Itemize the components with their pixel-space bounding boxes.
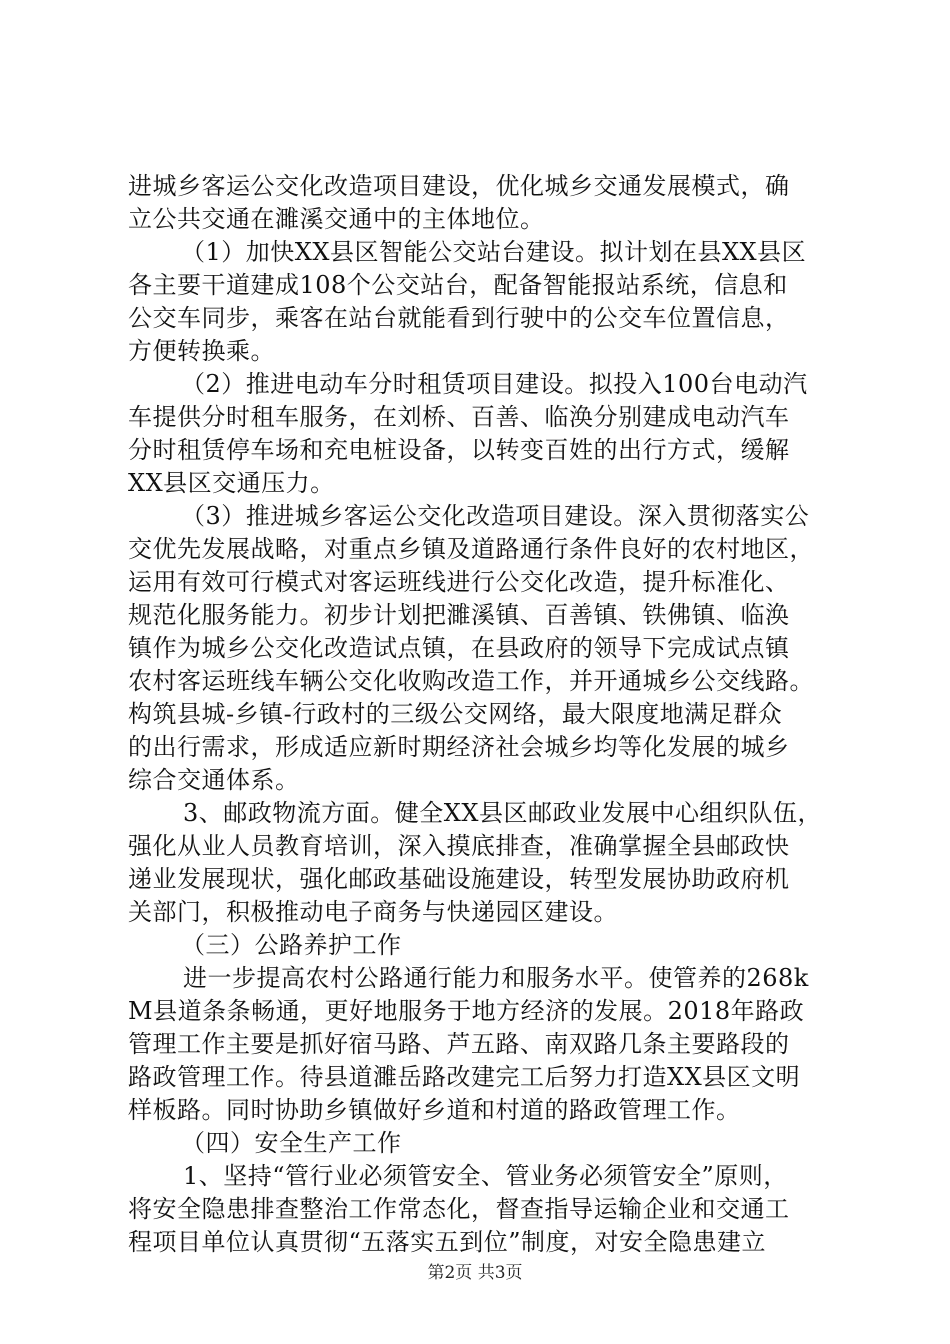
text-line: 农村客运班线车辆公交化收购改造工作，并开通城乡公交线路。 [128, 667, 814, 695]
page-footer: 第2页 共3页 [427, 1263, 523, 1283]
text-line: 进一步提高农村公路通行能力和服务水平。使管养的268k [183, 964, 809, 992]
text-line: 车提供分时租车服务，在刘桥、百善、临涣分别建成电动汽车 [128, 403, 790, 431]
text-line: 样板路。同时协助乡镇做好乡道和村道的路政管理工作。 [128, 1096, 741, 1124]
text-line: 分时租赁停车场和充电桩设备，以转变百姓的出行方式，缓解 [128, 436, 790, 464]
text-line: 1、坚持“管行业必须管安全、管业务必须管安全”原则， [183, 1162, 788, 1190]
text-line: 镇作为城乡公交化改造试点镇，在县政府的领导下完成试点镇 [128, 634, 790, 662]
text-line: 关部门，积极推动电子商务与快递园区建设。 [128, 898, 618, 926]
text-line: 方便转换乘。 [128, 337, 275, 365]
text-line: 构筑县城-乡镇-行政村的三级公交网络，最大限度地满足群众 [128, 700, 783, 728]
text-line: （1）加快XX县区智能公交站台建设。拟计划在县XX县区 [181, 238, 807, 266]
text-line: 将安全隐患排查整治工作常态化，督查指导运输企业和交通工 [128, 1195, 790, 1223]
text-line: M县道条条畅通，更好地服务于地方经济的发展。2018年路政 [128, 997, 805, 1025]
text-line: 的出行需求，形成适应新时期经济社会城乡均等化发展的城乡 [128, 733, 790, 761]
text-line: 程项目单位认真贯彻“五落实五到位”制度，对安全隐患建立 [128, 1228, 767, 1256]
text-line: 3、邮政物流方面。健全XX县区邮政业发展中心组织队伍， [183, 799, 822, 827]
text-line: 综合交通体系。 [128, 766, 300, 794]
text-line: 运用有效可行模式对客运班线进行公交化改造，提升标准化、 [128, 568, 790, 596]
text-line: （3）推进城乡客运公交化改造项目建设。深入贯彻落实公 [181, 502, 810, 530]
section-heading: （三）公路养护工作 [181, 931, 402, 959]
text-line: XX县区交通压力。 [128, 469, 335, 497]
text-line: 交优先发展战略，对重点乡镇及道路通行条件良好的农村地区， [128, 535, 814, 563]
document-body [128, 170, 828, 1259]
text-line: 进城乡客运公交化改造项目建设，优化城乡交通发展模式，确 [128, 172, 790, 200]
text-line: 各主要干道建成108个公交站台，配备智能报站系统，信息和 [128, 271, 788, 299]
text-line: 强化从业人员教育培训，深入摸底排查，准确掌握全县邮政快 [128, 832, 790, 860]
text-line: 管理工作主要是抓好宿马路、芦五路、南双路几条主要路段的 [128, 1030, 790, 1058]
text-line: 路政管理工作。待县道濉岳路改建完工后努力打造XX县区文明 [128, 1063, 801, 1091]
text-line: （2）推进电动车分时租赁项目建设。拟投入100台电动汽 [181, 370, 808, 398]
text-line: 公交车同步，乘客在站台就能看到行驶中的公交车位置信息， [128, 304, 790, 332]
text-line: 递业发展现状，强化邮政基础设施建设，转型发展协助政府机 [128, 865, 790, 893]
text-line: 规范化服务能力。初步计划把濉溪镇、百善镇、铁佛镇、临涣 [128, 601, 790, 629]
text-line: 立公共交通在濉溪交通中的主体地位。 [128, 205, 545, 233]
section-heading: （四）安全生产工作 [181, 1129, 402, 1157]
